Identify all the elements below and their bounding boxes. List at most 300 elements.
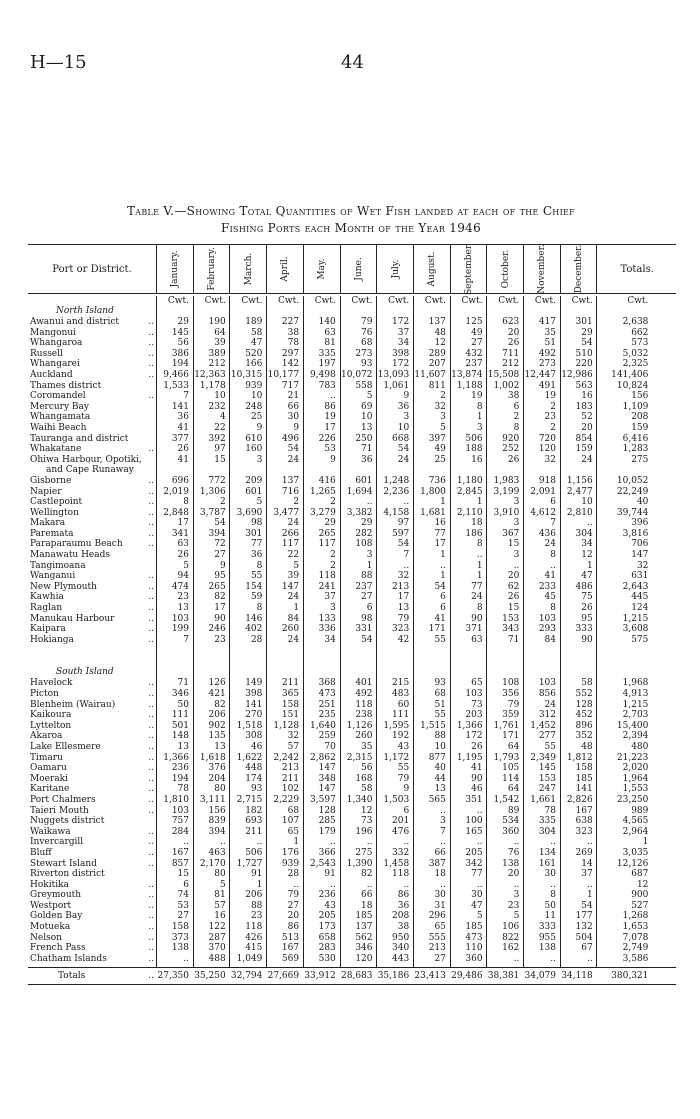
month-column-label: July. [390,259,401,279]
month-value: 9,498 [310,369,336,380]
table-row [28,922,676,933]
month-value: 301 [245,528,263,539]
leader-dots: .. [148,900,154,911]
month-value: 333 [538,922,556,933]
month-value: 88 [434,731,446,742]
month-value: 27 [361,592,373,603]
month-value: 443 [392,953,410,964]
total-value: 480 [631,741,649,752]
month-value: 386 [171,348,189,359]
port-name: Greymouth [30,890,82,901]
month-value: 103 [171,613,189,624]
month-value: 348 [318,773,336,784]
month-value: 1,595 [383,720,410,731]
month-value: 266 [281,528,300,539]
month-value: 293 [538,624,556,635]
port-name: Waihi Beach [30,422,87,433]
month-value: 1,515 [420,720,446,731]
port-name: and Cape Runaway [46,465,134,476]
month-value: 10 [250,391,263,402]
month-value: 138 [538,943,556,954]
month-value: 206 [208,710,226,721]
leader-dots: .. [148,879,154,890]
month-value: 259 [318,731,336,742]
total-value: 208 [631,412,649,423]
month-value: 3 [513,890,520,901]
leader-dots: .. [148,890,154,901]
month-value: 6 [513,401,520,412]
month-value: 205 [465,847,483,858]
month-value: 877 [428,752,446,763]
month-value: 1 [366,560,373,571]
month-value: 736 [428,475,446,486]
month-column-header [413,245,451,293]
port-name: Russell [30,348,63,359]
month-value: 1,800 [420,486,446,497]
total-value: 22,249 [616,486,649,497]
month-value: .. [586,879,593,890]
month-value: 501 [171,720,189,731]
month-value: 2,229 [273,794,300,805]
month-value: 30 [287,412,300,423]
month-value: 64 [214,327,226,338]
month-value: .. [366,879,373,890]
month-value: 160 [245,444,263,455]
month-value: 569 [281,953,300,964]
month-value: 1,793 [493,752,520,763]
total-value: 445 [631,592,649,603]
leader-dots: .. [148,444,154,455]
totals-label: Totals [58,971,86,982]
month-value: 3 [330,603,336,614]
month-value: 58 [361,784,373,795]
table-row [28,880,676,891]
month-value: 365 [281,689,300,699]
month-value: 473 [465,932,483,943]
month-value: 7 [550,518,556,529]
month-value: 82 [214,592,226,603]
month-value: 18 [471,518,483,529]
month-value: 82 [214,699,226,710]
month-value: 93 [250,784,263,795]
month-value: 13 [177,603,189,614]
port-name: French Pass [30,943,86,954]
port-name: Kawhia [30,592,64,603]
month-value: .. [550,837,556,848]
month-value: 534 [502,816,520,827]
month-value: 57 [214,900,226,911]
month-value: 5 [183,560,189,571]
total-value: 575 [631,634,649,645]
month-value: 90 [581,634,593,645]
month-value: 141 [245,699,263,710]
month-value: .. [440,805,446,816]
month-value: 30 [434,890,446,901]
month-value: 16 [581,391,593,402]
table-row [28,497,676,508]
month-value: .. [586,518,593,529]
month-value: 41 [434,613,446,624]
month-value: 26 [177,550,189,561]
month-value: 8 [513,422,520,433]
month-value: 118 [245,922,263,933]
month-value: .. [513,953,520,964]
month-value: 3 [403,412,410,423]
month-value: 126 [208,678,226,689]
unit-label: Cwt. [204,296,226,306]
month-value: 854 [575,433,593,444]
month-value: 203 [465,710,483,721]
month-value: 1,503 [383,794,410,805]
month-value: 12,363 [194,369,226,380]
month-value: 13 [397,603,410,614]
month-value: 312 [538,710,556,721]
port-name: Westport [30,900,72,911]
month-value: 1 [586,890,593,901]
month-value: 53 [177,900,189,911]
leader-dots: .. [148,475,154,486]
port-name: Karitane [30,784,70,795]
table-row [28,721,676,732]
month-value: 304 [538,826,556,837]
month-value: 2,110 [456,507,483,518]
month-value: 43 [324,900,336,911]
month-value: 227 [281,317,300,327]
month-value: 12 [434,338,446,349]
month-value: 46 [471,784,483,795]
unit-label: Cwt. [571,296,593,306]
month-value: 95 [214,571,226,582]
month-value: 27 [287,900,300,911]
month-value: 145 [538,763,556,774]
month-value: .. [403,560,410,571]
month-value: 8 [256,560,263,571]
leader-dots: .. [148,943,154,954]
month-value: 668 [392,433,410,444]
month-value: 783 [318,380,336,391]
month-value: 41 [471,763,483,774]
month-value: 212 [208,359,226,370]
table-row [28,561,676,572]
column-rule [229,296,230,968]
month-value: 920 [502,433,520,444]
month-column-label: September. [463,243,474,295]
month-value: 1,128 [273,720,300,731]
month-value: 552 [575,689,593,699]
month-total: 34,118 [561,971,593,982]
month-value: 162 [502,943,520,954]
month-value: 55 [434,634,446,645]
port-name: Havelock [30,678,73,689]
month-value: 7 [183,634,189,645]
month-total: 23,413 [414,971,446,982]
month-value: 9 [330,454,336,465]
month-value: 346 [171,689,189,699]
month-value: 147 [281,581,300,592]
month-value: 2 [550,401,556,412]
month-value: 71 [507,634,520,645]
month-value: 1,622 [236,752,263,763]
month-value: 117 [318,539,336,550]
month-value: 19 [324,412,336,423]
month-value: 2 [330,497,336,508]
month-value: 341 [171,528,189,539]
month-value: 2,242 [273,752,300,763]
month-value: .. [476,805,483,816]
table-row [28,954,676,965]
port-name: Makara [30,518,66,529]
month-value: 147 [318,763,336,774]
leader-dots: .. [148,603,154,614]
month-value: 555 [428,932,446,943]
month-value: 138 [171,943,189,954]
month-column-header [266,245,304,293]
month-value: 6 [403,805,410,816]
column-rule [560,296,561,968]
month-value: 105 [502,763,520,774]
fish-landings-table [28,244,676,985]
month-value: 7 [440,826,446,837]
month-value: 220 [575,359,593,370]
month-value: 215 [392,678,410,689]
month-value: 1,640 [310,720,336,731]
total-value: 15,400 [616,720,649,731]
month-value: 3,910 [493,507,520,518]
month-value: 392 [208,433,226,444]
leader-dots: .. [148,581,154,592]
port-name: Tangimoana [30,560,86,571]
month-value: 71 [177,678,189,689]
month-value: 36 [250,550,263,561]
port-name: Awanui and district [30,317,119,327]
port-name: Golden Bay [30,911,83,922]
total-value: 21,223 [616,752,649,763]
leader-dots: .. [148,689,154,699]
month-value: 658 [318,932,336,943]
month-value: 377 [171,433,189,444]
month-value: 1 [256,879,263,890]
unit-label: Cwt. [388,296,410,306]
month-value: 158 [281,699,300,710]
column-rule [596,296,597,968]
month-value: 2,170 [199,858,226,869]
table-row [28,689,676,700]
month-value: 93 [361,359,373,370]
month-value: 6 [440,592,446,603]
month-value: 23 [214,634,226,645]
leader-dots: .. [148,507,154,518]
month-value: 1,340 [346,794,373,805]
month-value: 918 [538,475,556,486]
month-value: 1,681 [420,507,446,518]
month-value: 23 [177,592,189,603]
month-value: 1 [586,560,593,571]
month-value: 896 [575,720,593,731]
month-value: 197 [318,359,336,370]
month-value: 246 [208,624,226,635]
total-value: 2,020 [622,763,649,774]
month-value: 213 [392,581,410,592]
month-value: 54 [397,539,410,550]
month-value: 11,607 [414,369,446,380]
month-value: 18 [434,869,446,880]
month-value: 720 [538,433,556,444]
month-value: 27 [177,911,189,922]
month-value: 32 [434,401,446,412]
month-value: 601 [245,486,263,497]
month-value: 55 [434,710,446,721]
month-value: 1,694 [346,486,373,497]
total-value: 1,553 [622,784,649,795]
month-column-label: January. [170,250,181,288]
month-value: 12,447 [524,369,556,380]
month-value: 58 [250,327,263,338]
month-column-header [340,245,378,293]
month-value: 186 [465,528,483,539]
table-row [28,784,676,795]
month-value: 209 [245,475,263,486]
total-value: 4,913 [622,689,649,699]
month-value: 159 [575,444,593,455]
column-rule [450,296,451,968]
month-value: .. [476,550,483,561]
month-value: 530 [318,953,336,964]
month-value: 54 [581,900,593,911]
month-column-header [229,245,267,293]
month-value: 250 [355,433,373,444]
total-value: 573 [631,338,649,349]
month-value: 20 [507,869,520,880]
month-value: 103 [538,678,556,689]
month-value: 47 [581,571,593,582]
month-value: 196 [355,826,373,837]
month-value: 17 [177,518,189,529]
month-column-header [303,245,341,293]
month-value: 78 [287,338,300,349]
month-value: 194 [171,359,189,370]
month-value: 15 [507,539,520,550]
month-value: .. [183,837,189,848]
port-name: Gisborne [30,475,72,486]
total-value: 32 [636,560,649,571]
month-value: 63 [471,634,483,645]
month-value: 190 [208,317,226,327]
table-row [28,827,676,838]
total-value: 275 [631,454,649,465]
month-value: 252 [502,444,520,455]
total-value: 7,078 [622,932,649,943]
month-value: 185 [575,773,593,784]
month-value: 4,158 [383,507,410,518]
month-value: 1,983 [493,475,520,486]
month-value: 474 [171,581,189,592]
port-name: Bluff [30,847,52,858]
month-value: 21 [287,391,300,402]
month-value: 1,172 [383,752,410,763]
month-value: 38 [397,922,410,933]
month-value: 2,349 [530,752,556,763]
total-value: 396 [631,518,649,529]
month-value: 335 [538,816,556,827]
month-value: 2 [219,497,226,508]
month-value: 2,091 [530,486,556,497]
month-column-header [486,245,524,293]
month-value: 401 [355,678,373,689]
month-value: 3 [440,816,446,827]
month-value: 82 [361,869,373,880]
month-value: 24 [287,634,300,645]
month-value: 38 [287,327,300,338]
month-value: 1,390 [346,858,373,869]
month-value: .. [513,837,520,848]
month-value: 597 [392,528,410,539]
port-name: Hokianga [30,634,74,645]
month-value: 282 [355,528,373,539]
total-value: 631 [631,571,649,582]
month-value: 3,787 [199,507,226,518]
month-value: 70 [324,741,336,752]
month-value: 37 [581,869,593,880]
month-value: 3 [513,550,520,561]
total-value: 4,565 [622,816,649,827]
month-value: 270 [245,710,263,721]
month-total: 28,683 [341,971,373,982]
month-value: 9 [403,391,410,402]
month-value: .. [513,879,520,890]
column-rule [486,296,487,968]
month-value: 277 [538,731,556,742]
month-value: 9,466 [163,369,189,380]
month-value: 201 [392,816,410,827]
leader-dots: .. [148,922,154,933]
column-rule [523,296,524,968]
leader-dots: .. [148,624,154,635]
month-value: 275 [355,847,373,858]
month-value: 398 [245,689,263,699]
table-row [28,837,676,848]
port-name: Kaikoura [30,710,72,721]
month-value: 176 [281,847,300,858]
month-value: 147 [318,784,336,795]
month-value: 563 [575,380,593,391]
month-value: 69 [361,401,373,412]
month-value: 370 [208,943,226,954]
month-value: 208 [392,911,410,922]
month-value: 5 [513,911,520,922]
month-value: 6 [440,603,446,614]
month-value: 273 [538,359,556,370]
month-value: 623 [502,317,520,327]
table-row [28,444,676,455]
month-value: 98 [361,613,373,624]
leader-dots: .. [148,348,154,359]
month-value: 10,315 [230,369,263,380]
month-value: 88 [250,900,263,911]
month-value: 77 [434,528,446,539]
month-value: 2,715 [236,794,263,805]
total-value: 2,394 [622,731,649,742]
month-value: 2,236 [383,486,410,497]
month-value: 48 [434,327,446,338]
month-value: 1,458 [383,858,410,869]
month-value: 389 [208,348,226,359]
table-row [28,455,676,466]
leader-dots: .. [148,752,154,763]
port-name: Whangaroa [30,338,83,349]
month-value: 120 [355,953,373,964]
month-value: 34 [397,338,410,349]
month-value: 80 [214,784,226,795]
